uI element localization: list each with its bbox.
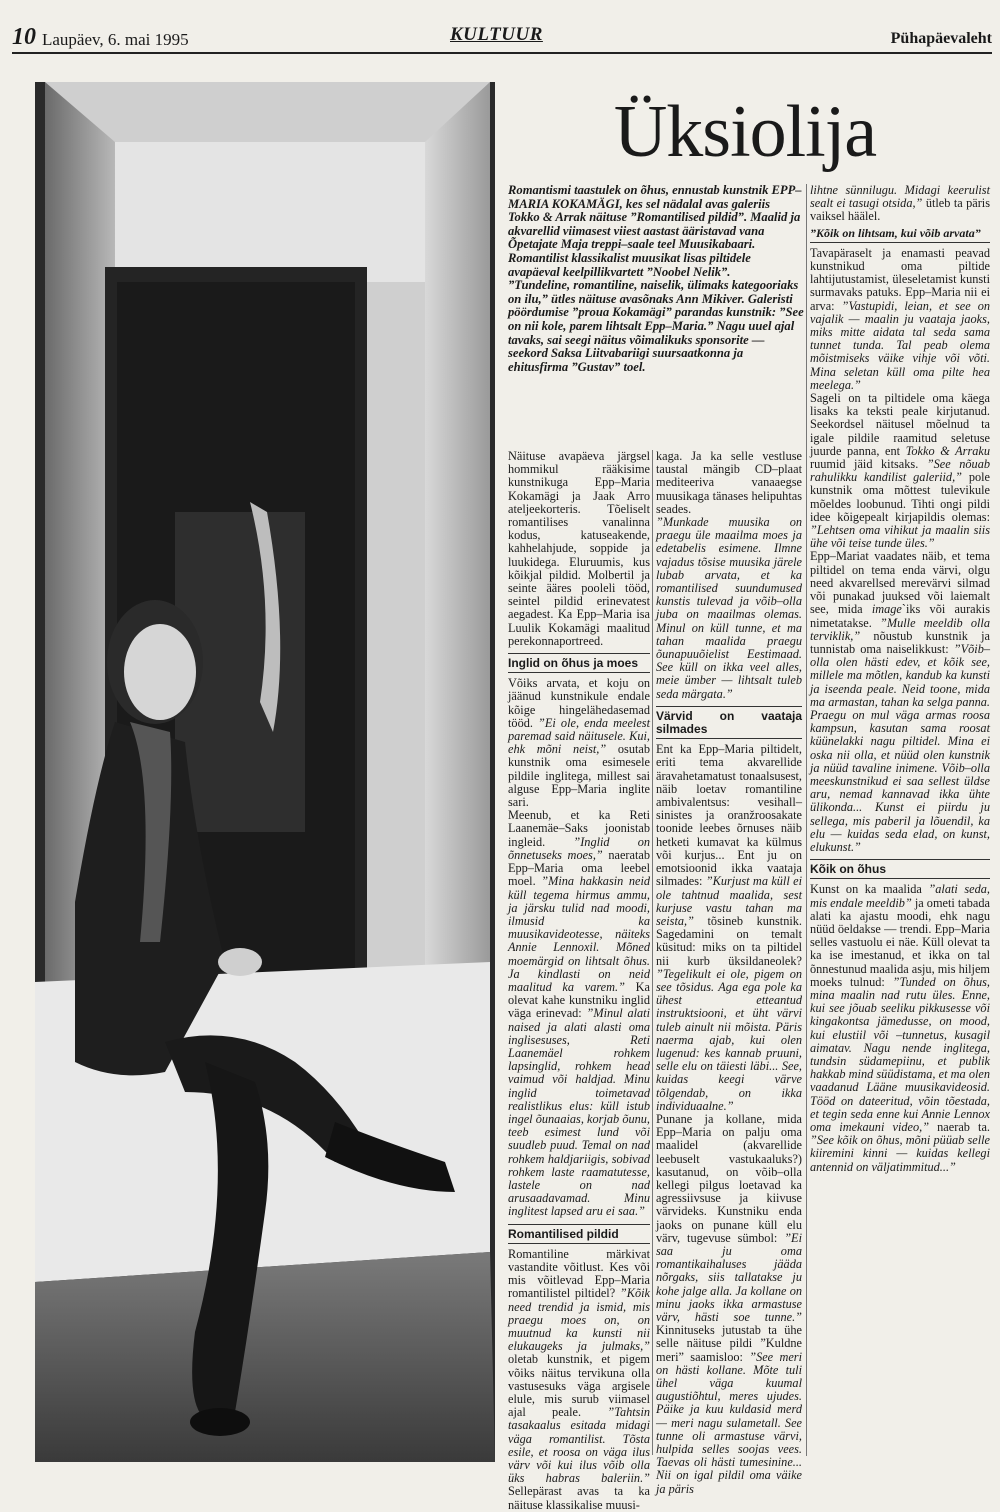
section-name: KULTUUR xyxy=(450,24,543,45)
subheading: Värvid on vaataja silmades xyxy=(656,706,802,739)
text-column-1 xyxy=(508,450,650,1512)
paragraph: Tavapäraselt ja enamasti peavad kunstnikud oma piltide lahtijutustamist, üleseletamist kunsti surmavaks patuks. Epp–Maria nii ei arva: ”Vastupidi, leian, et see on vajalik — maalin ju vaataja jaoks, miks mitte aidata tal seda sama tunnet tunda. Tal peab olema mõistmiseks väike vihje või võti. Mina seletan küll oma pilte hea meelega.” xyxy=(810,245,990,392)
column-divider xyxy=(652,450,653,1455)
article-photo xyxy=(35,82,495,1462)
paragraph: Meenub, et ka Reti Laanemäe–Saks joonistab ingleid. ”Inglid on õnnetuseks moes,” naeratab Epp–Maria oma leebel moel. ”Mina hakkasin neid küll tegema hirmus ammu, ja järsku tulid nad moodi, ilmusid ka muusikavideotesse, näiteks Annie Lennoxil. Mõned moemärgid on lihtsalt õhus. Ja kindlasti on neid maalitud ka varem.” Ka olevat kahe kunstniku inglid väga erinevad: ”Minul alati naised ja alati alasti oma inglisesuses, Reti Laanemäel rohkem lapsinglid, rohkem head vaimud või haldjad. Minu inglid toimetavad realistlikus elus: küll istub ingel õunaaias, korjab õunu, teeb esimest lund või suudleb puud. Temal on nad rohkem haldjariigis, sobivad rohkem laste raamatutesse, lastele on nad arusaadavamad. Minu inglitest lapsed aru ei saa.” xyxy=(508,808,651,1219)
text-column-3 xyxy=(810,184,990,1174)
lead-paragraph: Romantismi taastulek on õhus, ennustab kunstnik EPP–MARIA KOKAMÄGI, kes sel nädalal avas galeriis Tokko & Arrak näituse ”Romantilised pildid”. Maalid ja akvarellid viimasest viiest aastast ääristavad vana Õpetajate Maja treppi–saale teel Muusikabaari. Romantilist klassikalist muusikat lisas piltidele avapäeval keelpillikvartett ”Noobel Nelik”. xyxy=(508,183,802,279)
paragraph: ”Munkade muusika on praegu üle maailma moes ja edetabelis esimene. Ilmne vajadus tõsise muusika järele lubab arvata, et ka romantilised suundumused kunstis tulevad ja võib–olla juba on maailmas olemas. Minul on küll tunne, et ma tahan maalida praegu õunapuuõielist Eestimaad. See küll on ikka veel alles, meie ümber — lihtsalt tuleb seda märgata.” xyxy=(656,515,802,701)
paragraph: Võiks arvata, et koju on jäänud kunstnikule endale kõige hingelähedasemad tööd. ”Ei ole, enda meelest paremad said näitusele. Kui, ehk mõni neist,” osutab kunstnik oma esimesele pildile inglitega, millest sai alguse Epp–Maria inglite sari. xyxy=(508,676,650,810)
page-number: 10 xyxy=(12,24,36,50)
paragraph: Punane ja kollane, mida Epp–Maria on palju oma maalidel (akvarellide leebuselt vastukaaluks?) kasutanud, on võib–olla kellegi pilgus loetavad ka agressiivsuse ja kiivuse värvideks. Kunstniku enda jaoks on punane küll elu värv, tugevuse sümbol: ”Ei saa ju oma romantikaihaluses jääda nõrgaks, siis tallatakse ju kohe jalge alla. Ja kollane on minu jaoks ikka armastuse värv, hästi soe tunne.” Kinnituseks jutustab ta ühe selle näituse pildi ”Kuldne meri” saamisloo: ”See meri on hästi kollane. Mõte tuli ühel väga kuumal augustiõhtul, meres ujudes. Päike ja kuu kuldasid merd — meri nagu sulametall. See tunne oli armastuse värvi, hulpida selles soojas vees. Taevas oli hästi tumesinine... Nii on igal pildil oma väike ja päris xyxy=(656,1111,802,1496)
paragraph: Sageli on ta piltidele oma käega lisaks ka teksti peale kirjutanud. Seekordsel näitusel mõelnud ta igale pildile raamitud seletuse juurde panna, ent Tokko & Arraku ruumid jäid kitsaks. ”See nõuab rahulikku kandilist galeriid,” pole kunstnik oma mõttest tulevikule mõeldes loobunud. Tihti ongi pildi idee kõigepealt kirjapildis olemas: ”Lehtsen oma vihikut ja maalin siis ühe või teise tunde üles.” xyxy=(810,391,991,551)
paragraph: Näituse avapäeva järgsel hommikul rääkisime kunstnikuga Epp–Maria Kokamägi ja Jaak Arro ateljeekorteris. Tõeliselt romantilises vanalinna kodus, katuseakende, kahhelahjude, soppide ja luukidega. Eluruumis, kus kõikjal pildid. Molbertil ja seinte ääres pooleli tööd, seintel pildid erinevatest aegadest. Ka Epp–Maria isa Luulik Kokamägi maalitud perekonnaportreed. xyxy=(508,449,650,648)
subheading: ”Kõik on lihtsam, kui võib arvata” xyxy=(810,227,990,243)
lead-paragraph: ”Tundeline, romantiline, naiselik, ülimaks kategooriaks on ilu,” ütles näituse avasõnaks Ann Mikiver. Galeristi pöördumise ”proua Kokamägi” parandas kunstnik: ”See on nii kole, parem lihtsalt Epp–Maria.” Nagu uuel ajal tavaks, sai seegi näitus võimalikuks sponsorite — seekord Saksa Liitvabariigi suursaatkonna ja ehitusfirma ”Gustav” toel. xyxy=(508,278,804,374)
text-column-2 xyxy=(656,450,802,1496)
subheading: Kõik on õhus xyxy=(810,859,990,879)
subheading: Romantilised pildid xyxy=(508,1224,650,1244)
subheading: Inglid on õhus ja moes xyxy=(508,653,650,673)
article-lead xyxy=(508,184,804,374)
issue-date: Laupäev, 6. mai 1995 xyxy=(42,30,189,49)
paragraph: Romantiline märkivat vastandite võitlust. Kes või mis võitlevad Epp–Maria romantilistel piltidel? ”Kõik need trendid ja ismid, mis praegu moes on, on muutnud ka kunsti nii elukaugeks ja julmaks,” oletab kunstnik, et pigem võiks näitus tervikuna olla vastusesuks väga argisele elule, mis surub viimasel ajal peale. ”Tahtsin tasakaalus esitada midagi väga romantilist. Tõsta esile, et roosa on väga ilus värv või kui ilus võib olla üks habras baleriin.” Sellepärast avas ta ka näituse klassikalise muusi- xyxy=(508,1246,651,1512)
column-divider xyxy=(806,184,807,1456)
paragraph: Kunst on ka maalida ”alati seda, mis endale meeldib” ja ometi tabada alati ka ajastu moodi, ehk nagu nüüd öeldakse — trendi. Epp–Maria selles vastuolu ei näe. Küll olevat ta ka ise imestanud, et ikka on tal õnnestunud maalida asju, mis hiljem moeks tulnud: ”Tunded on õhus, mina maalin nad rutu üles. Enne, kui see jõuab seeliku pikkusesse või kingakontsa jämedusse, on mood, kui elustiil või –tunnetus, kusagil aimatav. Nagu nende inglitega, tundsin südamepiinu, et publik hakkab mind süüdistama, et ma olen vaadanud Lääne muusikavideosid. Tööd on dateeritud, võin tõestada, et tegin seda enne kui Annie Lennox oma imekauni video,” naerab ta. ”See kõik on õhus, mõni püüab selle kiiremini kinni — kuidas kellegi antennid on väljatimmitud...” xyxy=(810,882,990,1174)
paragraph: Ent ka Epp–Maria piltidelt, eriti tema akvarellide äravahetamatust tonaalsusest, näib loetav romantiline ambivalentsus: vesihall–sinistes ja oranžroosakate toonide leebes õrnuses näib hetketi kumavat ka külmus või kurjus... Ent ju on emotsioonid ikka vaataja silmades: ”Kurjust ma küll ei ole tahtnud maalida, sest kurjuse vastu tahan ma seista,” tõsineb kunstnik. Sagedamini on temalt küsitud: miks on ta piltidel nii kurb üksildaneolek? ”Tegelikult ei ole, pigem on see tõsidus. Aga ega pole ka ühest etteantud instruktsiooni, et üht värvi tuleb ainult nii mõista. Päris naerma ajab, kui olen lugenud: kes kannab pruuni, selle elu on täiesti läbi... See, kuidas keegi värve tõlgendab, on ikka individuaalne.” xyxy=(656,742,803,1113)
article-title: Üksiolija xyxy=(613,91,877,173)
paragraph: Epp–Mariat vaadates näib, et tema piltidel on tema enda värvi, olgu need akvarellsed merevärvi silmad või punakad juuksed või laiemalt see, mida image`iks või aurakis nimetatakse. ”Mulle meeldib olla terviklik,” nõustub kunstnik ja tunnistab oma naiselikkust: ”Võib–olla olen hästi edev, et kõik see, millele ma mõtlen, kandub ka kunsti ja iseenda peale. Neid toone, mida ma armastan, tahan ka selga panna. Praegu on mul väga armas roosa kampsun, kasutan sama roosat küünelakki nagu piltidel. Mina ei oska nii olla, et nüüd olen kunstnik ja nüüd tavaline inimene. Võib–olla meeskunstnikud ei saa sellest üldse aru, nemad kannavad ikka ühte ülikonda... Kunst ei piirdu ju sellega, mis paberil ja lõuendil, ka elu — kuidas seda elad, on kunst, elukunst.” xyxy=(810,549,991,854)
page-header xyxy=(12,22,992,54)
paragraph: lihtne sünnilugu. Midagi keerulist sealt ei tasugi otsida,” ütleb ta päris vaiksel häälel. xyxy=(810,183,991,224)
paragraph: kaga. Ja ka selle vestluse taustal mängib CD–plaat mediteeriva vanaaegse muusikaga tänases helipuhtas seades. xyxy=(656,449,802,516)
newspaper-name: Pühapäevaleht xyxy=(890,30,992,47)
